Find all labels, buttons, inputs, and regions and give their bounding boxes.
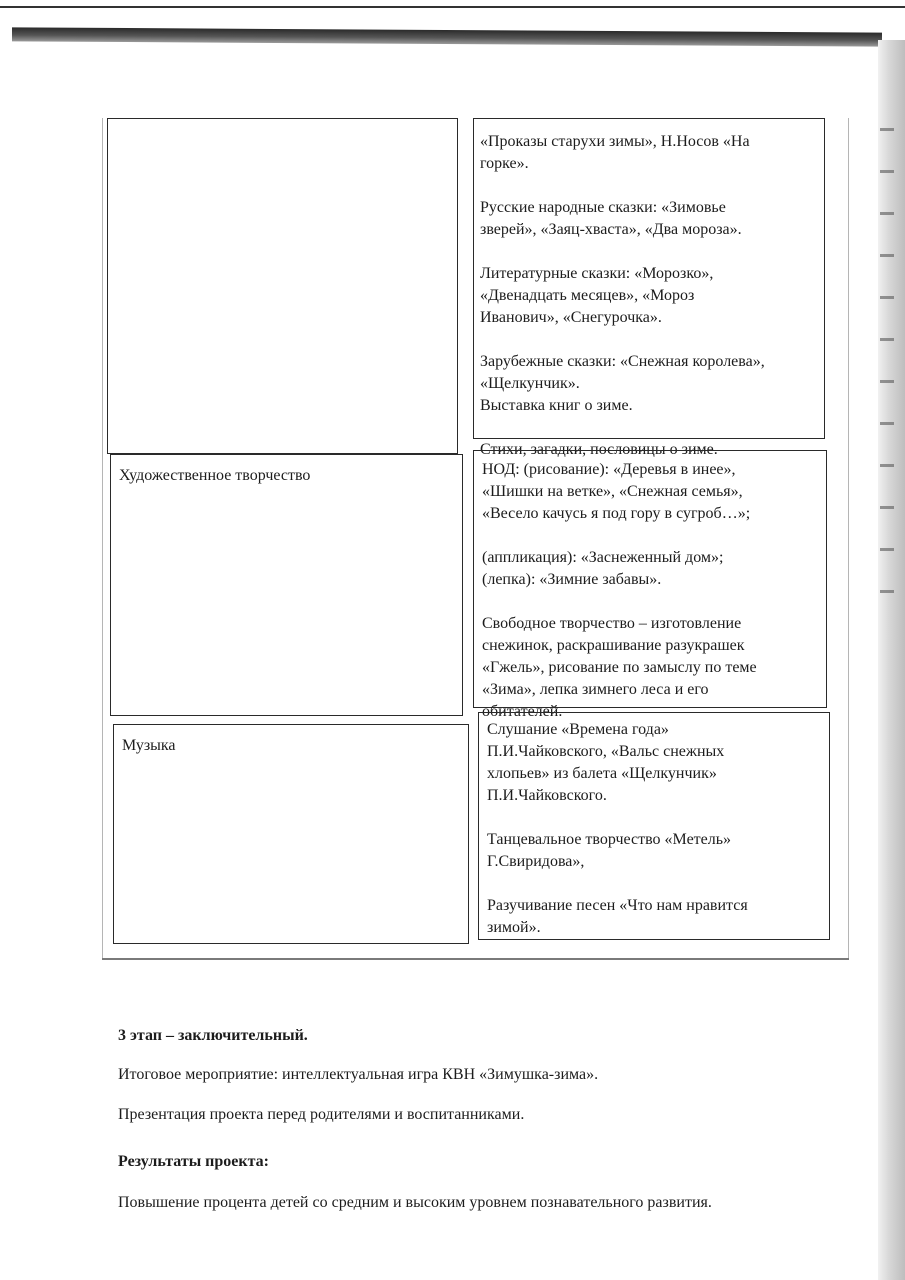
cell-right-text: НОД: (рисование): «Деревья в инее», «Шишки на ветке», «Снежная семья», «Весело качусь я под гору в сугроб…»; (аппликация): «Заснеженный дом»; (лепка): «Зимние забавы». Свободное творчество – изготовление снежинок, раскрашивание разукрашек «Гжель», рисование по замыслу по теме «Зима», лепка зимнего леса и его обитателей. [482,461,757,720]
table-cell-right [478,712,830,940]
stage-heading: 3 этап – заключительный. [118,1027,308,1044]
table-cell-left [107,118,458,454]
outer-border-bottom [102,958,849,960]
table-cell-right [473,118,825,458]
scan-top-shadow [12,27,882,46]
cell-right-text: «Проказы старухи зимы», Н.Носов «На горке». Русские народные сказки: «Зимовье зверей», «Заяц-хваста», «Два мороза». Литературные сказки: «Морозко», «Двенадцать месяцев», «Мороз Иванович», «Снегурочка». Зарубежные сказки: «Снежная королева», «Щелкунчик». Выставка книг о зиме. Стихи, загадки, пословицы о зиме. [480,133,765,458]
stage-event-text: Итоговое мероприятие: интеллектуальная игра КВН «Зимушка-зима». [118,1066,599,1083]
outer-border-left [102,118,103,960]
stage-presentation-text: Презентация проекта перед родителями и воспитанниками. [118,1106,525,1123]
cell-right-text: Слушание «Времена года» П.И.Чайковского, «Вальс снежных хлопьев» из балета «Щелкунчик» П.И.Чайковского. Танцевальное творчество «Метель» Г.Свиридова», Разучивание песен «Что нам нравится зимой». [487,721,748,936]
results-text: Повышение процента детей со средним и высоким уровнем познавательного развития. [118,1194,712,1211]
outer-border-right [848,118,849,960]
table-cell-right [473,450,827,720]
scan-top-line [0,6,905,8]
results-heading: Результаты проекта: [118,1153,269,1170]
scan-binding-marks [880,100,894,620]
table-cell-left [110,454,463,716]
cell-left-text: Музыка [122,737,176,754]
table-cell-left [113,724,469,944]
cell-left-text: Художественное творчество [119,467,311,484]
